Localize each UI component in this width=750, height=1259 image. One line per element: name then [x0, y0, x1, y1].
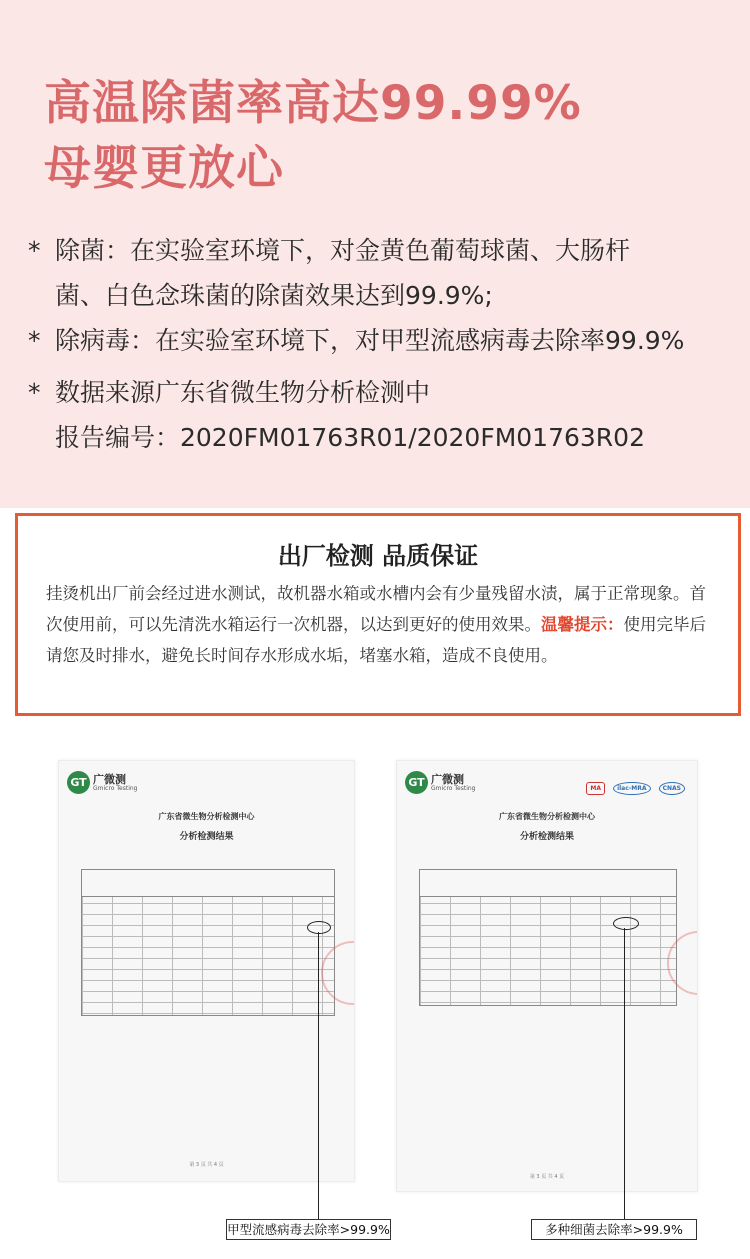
table-header [82, 870, 334, 897]
gmicro-logo-icon: GT [405, 771, 428, 794]
page-number: 第 3 页 共 4 页 [189, 1162, 224, 1168]
caption-bacteria: 多种细菌去除率>99.9% [531, 1219, 697, 1240]
bullet-text: 除病毒：在实验室环境下，对甲型流感病毒去除率99.9% [55, 326, 685, 355]
bullet-text-cont: 菌、白色念珠菌的除菌效果达到99.9%; [55, 281, 493, 310]
quality-body: 挂烫机出厂前会经过进水测试，故机器水箱或水槽内会有少量残留水渍，属于正常现象。首次使用前，可以先清洗水箱运行一次机器，以达到更好的使用效果。 [46, 584, 706, 634]
logo-sub: Gmicro Testing [93, 785, 138, 792]
bullet-text: 除菌：在实验室环境下，对金黄色葡萄球菌、大肠杆 [55, 236, 631, 265]
leader-line-left [318, 932, 319, 1219]
report-title: 分析检测结果 [519, 832, 574, 842]
cert-logos [583, 775, 685, 795]
quality-box [15, 513, 741, 716]
report-org: 广东省微生物分析检测中心 [499, 812, 595, 821]
tip-text: 使用完毕后请您及时排水，避免长时间存水形成水垢，堵塞水箱，造成不良使用。 [46, 615, 706, 665]
bullet-sterilization [28, 228, 630, 318]
results-table [81, 869, 335, 1016]
results-table [419, 869, 677, 1006]
report-org: 广东省微生物分析检测中心 [158, 812, 255, 821]
gmicro-logo-icon: GT [67, 771, 90, 794]
hero-section [0, 0, 750, 508]
bullet-star: * [28, 378, 41, 407]
logo-name: 广微测 [431, 773, 464, 786]
quality-text [46, 578, 716, 671]
report-image-bacteria [396, 760, 698, 1192]
bullet-star: * [28, 236, 41, 265]
quality-title: 出厂检测 品质保证 [277, 542, 479, 570]
page-number: 第 3 页 共 4 页 [529, 1174, 565, 1180]
table-header [420, 870, 676, 897]
bullet-star: * [28, 326, 41, 355]
highlight-circle [613, 917, 639, 930]
logo-name: 广微测 [93, 773, 126, 786]
cnas-icon: CNAS [659, 782, 685, 795]
headline-line2: 母婴更放心 [44, 141, 284, 196]
bullet-text-cont: 报告编号：2020FM01763R01/2020FM01763R02 [55, 423, 645, 452]
bullet-text: 数据来源广东省微生物分析检测中 [55, 378, 431, 407]
tip-label: 温馨提示： [541, 615, 624, 634]
bullet-virus [28, 318, 684, 363]
highlight-circle [307, 921, 331, 934]
ilac-icon: ilac-MRA [613, 782, 650, 795]
report-title: 分析检测结果 [179, 832, 234, 842]
caption-virus: 甲型流感病毒去除率>99.9% [226, 1219, 391, 1240]
bullet-source [28, 370, 645, 460]
cma-icon: MA [586, 782, 605, 795]
leader-line-right [624, 928, 625, 1219]
logo-sub: Gmicro Testing [431, 785, 476, 792]
headline-line1: 高温除菌率高达99.99% [44, 76, 582, 131]
report-image-virus [58, 760, 355, 1182]
